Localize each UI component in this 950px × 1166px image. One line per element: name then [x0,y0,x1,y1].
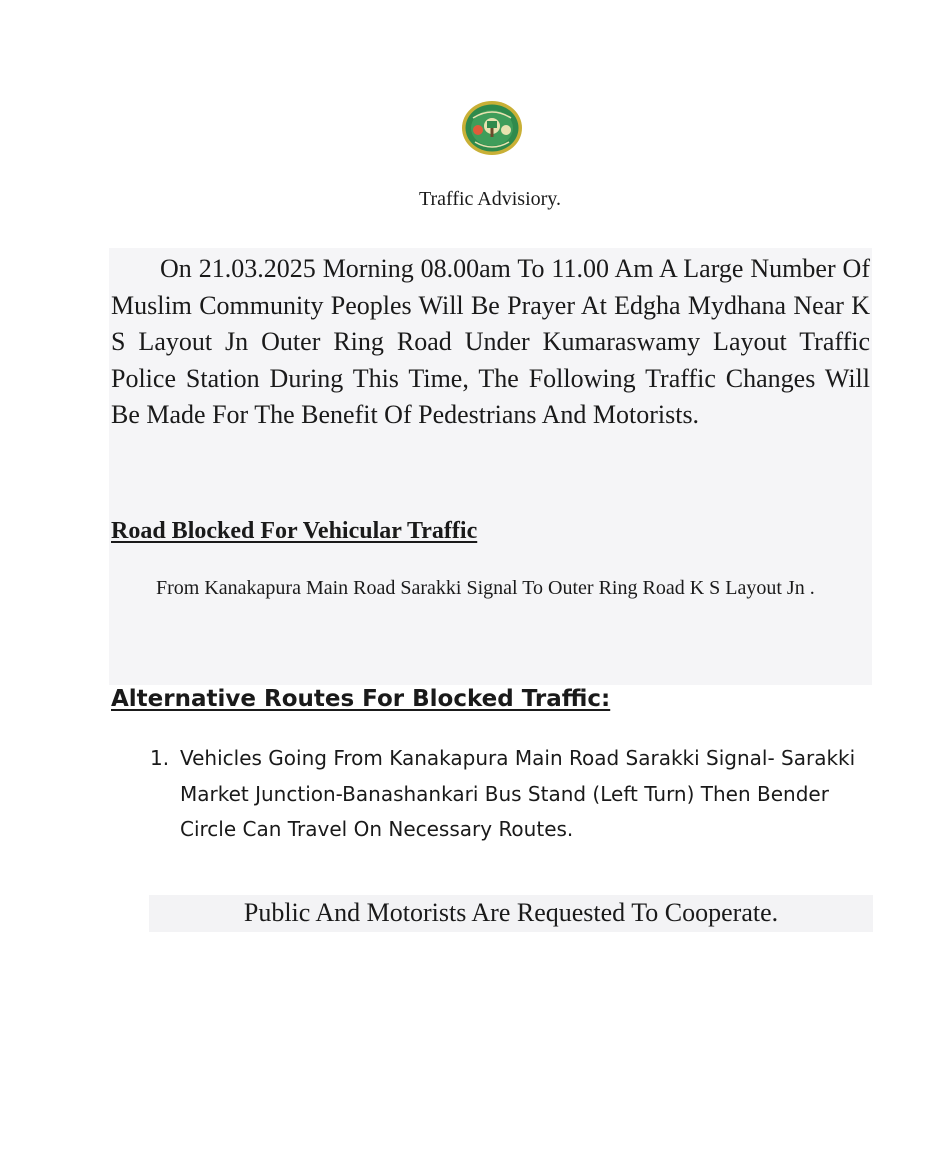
traffic-police-emblem-icon [461,100,523,156]
route-number: 1. [150,746,170,770]
route-text: Vehicles Going From Kanakapura Main Road Sarakki Signal- Sarakki Market Junction-Banashankari Bus Stand (Left Turn) Then Bender Circle Can Travel On Necessary Routes. [180,746,856,841]
blocked-road-text: From Kanakapura Main Road Sarakki Signal To Outer Ring Road K S Layout Jn . [156,577,815,599]
document-title: Traffic Advisiory. [418,188,562,210]
alternative-routes-heading: Alternative Routes For Blocked Traffic: [111,686,611,712]
intro-paragraph: On 21.03.2025 Morning 08.00am To 11.00 Am A Large Number Of Muslim Community Peoples Will Be Prayer At Edgha Mydhana Near K S Layout Jn Outer Ring Road Under Kumaraswamy Layout Traffic Police Station During This Time, The Following Traffic Changes Will Be Made For The Benefit Of Pedestrians And Motorists. [111,254,870,429]
list-item [150,741,870,848]
blocked-road-heading: Road Blocked For Vehicular Traffic [111,518,478,544]
alternative-routes-list [150,741,870,848]
closing-note: Public And Motorists Are Requested To Cooperate. [243,898,779,927]
